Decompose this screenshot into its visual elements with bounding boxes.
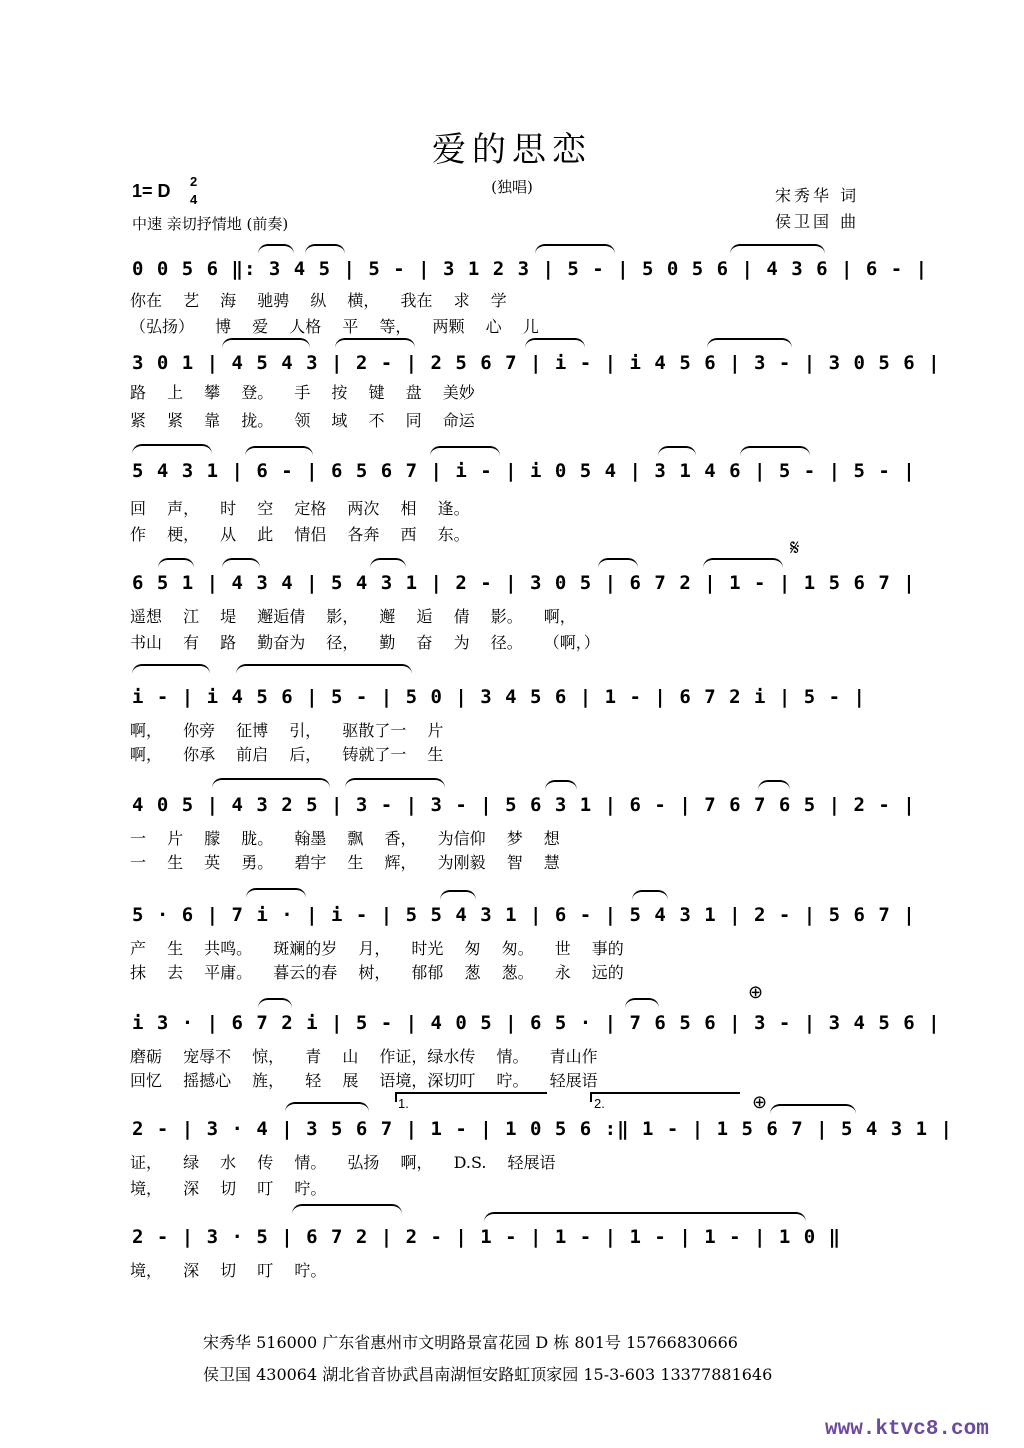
coda-icon: ⊕ xyxy=(748,982,764,1003)
volta-1-label: 1. xyxy=(398,1096,409,1111)
slur-mark xyxy=(535,244,615,254)
slur-mark xyxy=(335,338,415,348)
slur-mark xyxy=(222,558,260,568)
slur-mark xyxy=(258,244,294,254)
slur-mark xyxy=(484,1212,806,1222)
lyrics-verse-1: 证， 绿 水 传 情。 弘扬 啊， D.S. 轻展语 xyxy=(130,1153,556,1172)
notation-line: 3 0 1 | 4 5 4 3 | 2 - | 2 5 6 7 | i - | i 4 5 6 | 3 - | 3 0 5 6 | xyxy=(132,352,941,374)
score-system-1 xyxy=(0,258,1024,358)
slur-mark xyxy=(525,338,585,348)
lyricist-contact: 宋秀华 516000 广东省惠州市文明路景富花园 D 栋 801号 15766830666 xyxy=(203,1333,738,1352)
score-system-6 xyxy=(0,794,1024,894)
lyrics-verse-1: 啊， 你旁 征博 引， 驱散了一 片 xyxy=(130,721,444,740)
lyrics-verse-1: 境， 深 切 叮 咛。 xyxy=(130,1261,327,1280)
slur-mark xyxy=(703,558,783,568)
volta-2-bracket xyxy=(590,1092,740,1102)
slur-mark xyxy=(598,558,638,568)
slur-mark xyxy=(236,664,412,674)
slur-mark xyxy=(658,446,696,456)
slur-mark xyxy=(246,888,306,898)
notation-line: i 3 · | 6 7 2 i | 5 - | 4 0 5 | 6 5 · | 7 6 5 6 | 3 - | 3 4 5 6 | xyxy=(132,1012,941,1034)
song-subtitle: (独唱) xyxy=(491,178,533,196)
slur-mark xyxy=(758,780,790,790)
slur-mark xyxy=(740,446,810,456)
score-system-2 xyxy=(0,352,1024,452)
key-signature: 1= D xyxy=(132,181,171,201)
lyricist-credit: 宋秀华 词 xyxy=(775,186,860,205)
volta-1-bracket xyxy=(395,1092,547,1102)
slur-mark xyxy=(132,664,210,674)
slur-mark xyxy=(625,998,659,1008)
lyrics-verse-2: 书山 有 路 勤奋为 径， 勤 奋 为 径。 （啊，） xyxy=(130,633,600,652)
slur-mark xyxy=(632,890,668,900)
volta-2-label: 2. xyxy=(594,1096,605,1111)
site-watermark: www.ktvc8.com xyxy=(825,1418,989,1441)
notation-line: 5 · 6 | 7 i · | i - | 5 5 4 3 1 | 6 - | 5 4 3 1 | 2 - | 5 6 7 | xyxy=(132,904,916,926)
notation-line: 5 4 3 1 | 6 - | 6 5 6 7 | i - | i 0 5 4 | 3 1 4 6 | 5 - | 5 - | xyxy=(132,460,916,482)
slur-mark xyxy=(245,446,313,456)
lyrics-verse-1: 回 声， 时 空 定格 两次 相 逢。 xyxy=(130,499,470,518)
notation-line: 6 5 1 | 4 3 4 | 5 4 3 1 | 2 - | 3 0 5 | 6 7 2 | 1 - | 1 5 6 7 | xyxy=(132,572,916,594)
song-title: 爱的思恋 xyxy=(432,130,592,170)
lyrics-verse-1: 你在 艺 海 驰骋 纵 横， 我在 求 学 xyxy=(130,291,507,310)
lyrics-verse-1: 遥想 江 堤 邂逅倩 影， 邂 逅 倩 影。 啊， xyxy=(130,607,576,626)
notation-line: 4 0 5 | 4 3 2 5 | 3 - | 3 - | 5 6 3 1 | 6 - | 7 6 7 6 5 | 2 - | xyxy=(132,794,916,816)
lyrics-verse-2: 紧 紧 靠 拢。 领 域 不 同 命运 xyxy=(130,411,475,430)
slur-mark xyxy=(707,338,792,348)
lyrics-verse-2: 一 生 英 勇。 碧宇 生 辉， 为刚毅 智 慧 xyxy=(130,853,560,872)
slur-mark xyxy=(305,244,345,254)
score-system-7 xyxy=(0,904,1024,1004)
composer-credit: 侯卫国 曲 xyxy=(775,212,860,231)
slur-mark xyxy=(345,778,445,788)
lyrics-verse-2: （弘扬） 博 爱 人格 平 等， 两颗 心 儿 xyxy=(130,317,539,336)
score-system-3 xyxy=(0,460,1024,560)
slur-mark xyxy=(440,890,476,900)
slur-mark xyxy=(258,998,292,1008)
lyrics-verse-1: 磨砺 宠辱不 惊， 青 山 作证，绿水传 情。 青山作 xyxy=(130,1047,598,1066)
notation-line: i - | i 4 5 6 | 5 - | 5 0 | 3 4 5 6 | 1 - | 6 7 2 i | 5 - | xyxy=(132,686,866,708)
slur-mark xyxy=(292,1204,402,1214)
lyrics-verse-1: 一 片 朦 胧。 翰墨 飘 香， 为信仰 梦 想 xyxy=(130,829,560,848)
slur-mark xyxy=(545,780,577,790)
time-signature-bottom: 4 xyxy=(190,192,198,207)
score-system-5 xyxy=(0,686,1024,786)
lyrics-verse-2: 回忆 摇撼心 旌， 轻 展 语境，深切叮 咛。 轻展语 xyxy=(130,1071,598,1090)
slur-mark xyxy=(158,558,194,568)
slur-mark xyxy=(730,244,825,254)
composer-contact: 侯卫国 430064 湖北省音协武昌南湖恒安路虹顶家园 15-3-603 13377881646 xyxy=(203,1365,773,1384)
tempo-marking: 中速 亲切抒情地 (前奏) xyxy=(132,215,289,233)
slur-mark xyxy=(285,1102,369,1112)
segno-icon: 𝄋 xyxy=(790,536,800,561)
slur-mark xyxy=(222,338,310,348)
score-system-9 xyxy=(0,1092,1024,1218)
slur-mark xyxy=(370,558,406,568)
lyrics-verse-2: 境， 深 切 叮 咛。 xyxy=(130,1179,327,1198)
lyrics-verse-2: 啊， 你承 前启 后， 铸就了一 生 xyxy=(130,745,444,764)
lyrics-verse-2: 抹 去 平庸。 暮云的春 树， 郁郁 葱 葱。 永 远的 xyxy=(130,963,624,982)
lyrics-verse-2: 作 梗， 从 此 情侣 各奔 西 东。 xyxy=(130,525,470,544)
time-signature-top: 2 xyxy=(190,174,198,189)
score-system-10 xyxy=(0,1226,1024,1326)
lyrics-verse-1: 路 上 攀 登。 手 按 键 盘 美妙 xyxy=(130,383,475,402)
notation-line: 0 0 5 6 ‖: 3 4 5 | 5 - | 3 1 2 3 | 5 - | 5 0 5 6 | 4 3 6 | 6 - | xyxy=(132,258,929,280)
notation-line: 2 - | 3 · 4 | 3 5 6 7 | 1 - | 1 0 5 6 :‖ 1 - | 1 5 6 7 | 5 4 3 1 | xyxy=(132,1118,953,1140)
slur-mark xyxy=(132,444,212,454)
score-system-4 xyxy=(0,536,1024,672)
lyrics-verse-1: 产 生 共鸣。 斑斓的岁 月， 时光 匆 匆。 世 事的 xyxy=(130,939,624,958)
slur-mark xyxy=(770,1104,856,1114)
coda-icon: ⊕ xyxy=(752,1092,768,1113)
notation-line: 2 - | 3 · 5 | 6 7 2 | 2 - | 1 - | 1 - | 1 - | 1 - | 1 0 ‖ xyxy=(132,1226,842,1248)
slur-mark xyxy=(212,778,330,788)
slur-mark xyxy=(430,446,500,456)
